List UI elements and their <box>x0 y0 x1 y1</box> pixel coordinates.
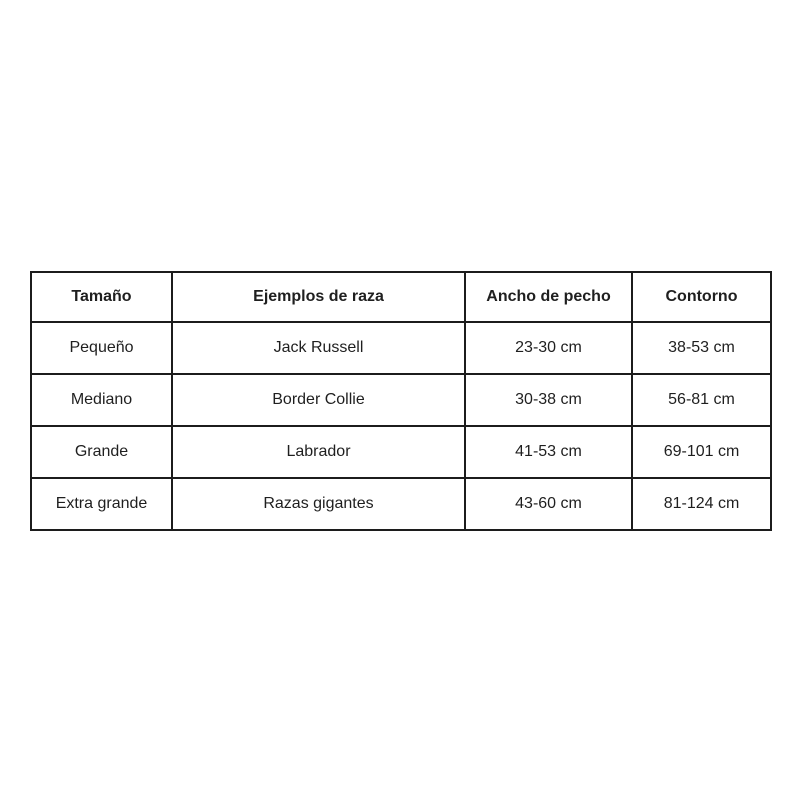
cell-breed-example: Border Collie <box>172 374 465 426</box>
cell-chest-width: 23-30 cm <box>465 322 632 374</box>
cell-breed-example: Labrador <box>172 426 465 478</box>
table-row <box>31 478 771 530</box>
dog-size-table <box>30 271 772 531</box>
cell-breed-example: Jack Russell <box>172 322 465 374</box>
table-row <box>31 426 771 478</box>
cell-girth: 81-124 cm <box>632 478 771 530</box>
cell-chest-width: 30-38 cm <box>465 374 632 426</box>
cell-girth: 69-101 cm <box>632 426 771 478</box>
cell-size: Grande <box>31 426 172 478</box>
table-row <box>31 322 771 374</box>
header-cell-ejemplos-de-raza: Ejemplos de raza <box>172 272 465 322</box>
header-cell-contorno: Contorno <box>632 272 771 322</box>
table-row <box>31 374 771 426</box>
header-cell-tamano: Tamaño <box>31 272 172 322</box>
cell-breed-example: Razas gigantes <box>172 478 465 530</box>
cell-size: Extra grande <box>31 478 172 530</box>
cell-girth: 38-53 cm <box>632 322 771 374</box>
cell-size: Pequeño <box>31 322 172 374</box>
cell-girth: 56-81 cm <box>632 374 771 426</box>
cell-chest-width: 41-53 cm <box>465 426 632 478</box>
header-row <box>31 272 771 322</box>
cell-size: Mediano <box>31 374 172 426</box>
cell-chest-width: 43-60 cm <box>465 478 632 530</box>
header-cell-ancho-de-pecho: Ancho de pecho <box>465 272 632 322</box>
